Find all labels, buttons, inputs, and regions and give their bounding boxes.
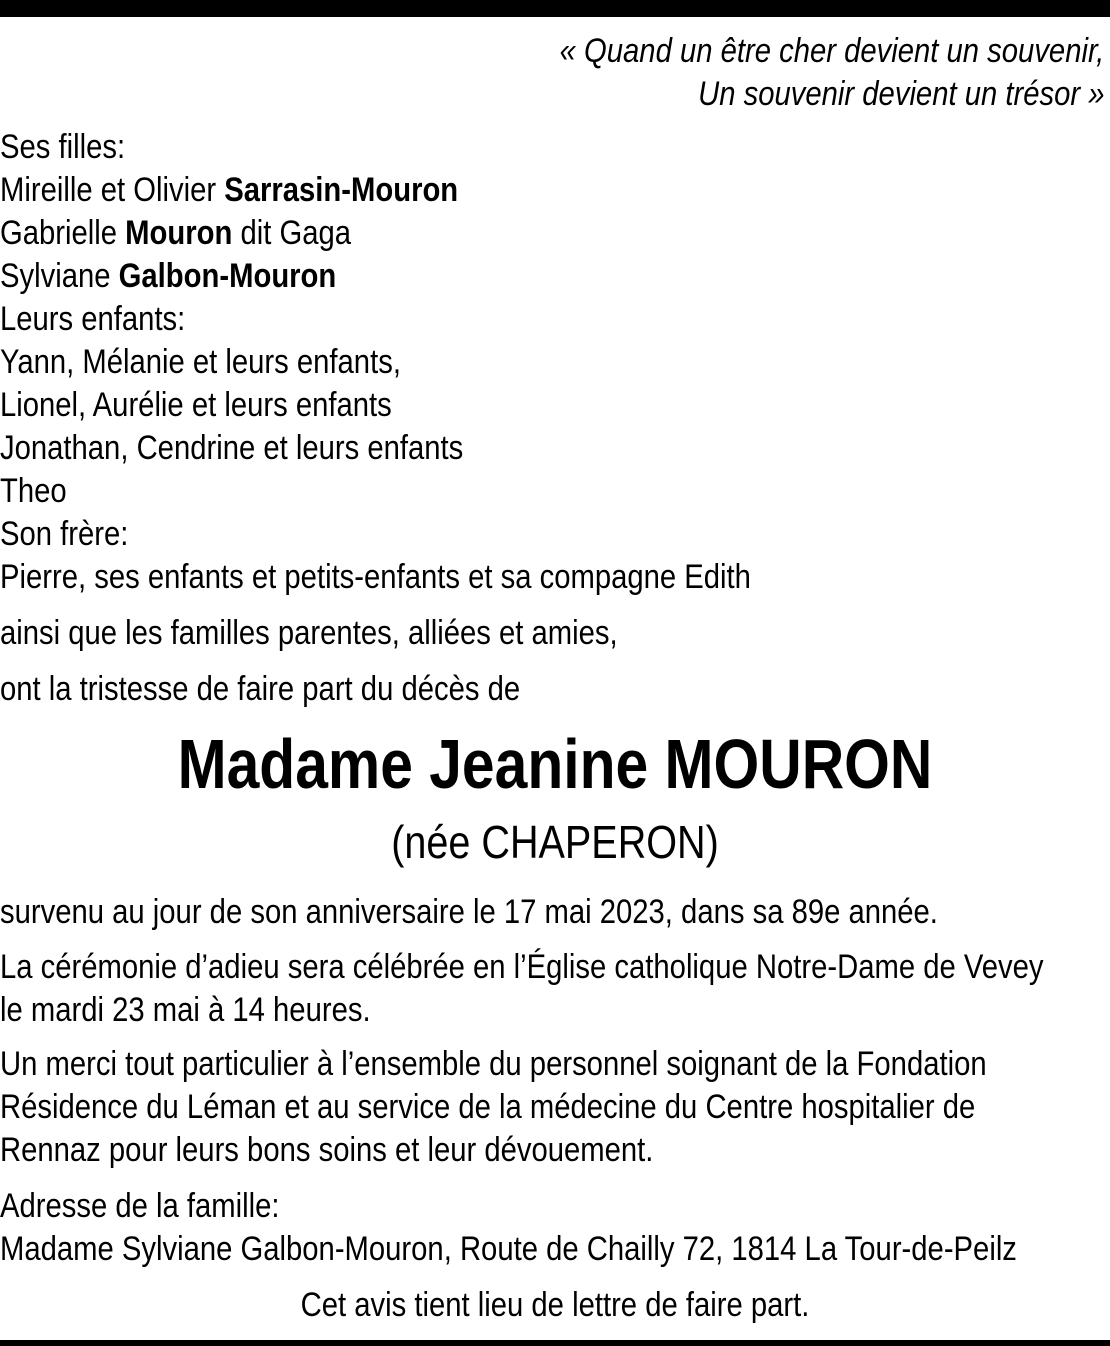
epigraph-line-2: Un souvenir devient un trésor » [697, 75, 1104, 113]
brother-line: Pierre, ses enfants et petits-enfants et sa compagne Edith [0, 558, 751, 596]
family-address: Madame Sylviane Galbon-Mouron, Route de Chailly 72, 1814 La Tour-de-Peilz [0, 1230, 1017, 1268]
daughter-line: Gabrielle Mouron dit Gaga [0, 214, 352, 252]
ceremony-line-1: La cérémonie d’adieu sera célébrée en l’Église catholique Notre-Dame de Vevey [0, 948, 1044, 986]
daughter-surname: Galbon-Mouron [118, 257, 337, 295]
epigraph-line-1: « Quand un être cher devient un souvenir, [559, 32, 1104, 70]
maiden-name: (née CHAPERON) [391, 816, 719, 868]
death-notice-line: survenu au jour de son anniversaire le 17 mai 2023, dans sa 89e année. [0, 893, 938, 931]
top-border-rule [0, 0, 1110, 17]
announcement-line: ont la tristesse de faire part du décès de [0, 670, 521, 708]
relatives-line: ainsi que les familles parentes, alliées et amies, [0, 614, 618, 652]
bottom-border-rule [0, 1340, 1110, 1346]
child-line: Yann, Mélanie et leurs enfants, [0, 343, 401, 381]
closing-note: Cet avis tient lieu de lettre de faire part. [300, 1286, 810, 1324]
daughter-line: Mireille et Olivier Sarrasin-Mouron [0, 171, 459, 209]
thanks-line-3: Rennaz pour leurs bons soins et leur dévouement. [0, 1131, 654, 1169]
brother-heading: Son frère: [0, 515, 129, 553]
daughter-surname: Mouron [125, 214, 233, 252]
daughter-surname: Sarrasin-Mouron [224, 171, 459, 209]
thanks-line-1: Un merci tout particulier à l’ensemble du personnel soignant de la Fondation [0, 1045, 987, 1083]
daughters-heading: Ses filles: [0, 128, 126, 166]
thanks-paragraph [0, 1043, 1110, 1172]
child-line: Jonathan, Cendrine et leurs enfants [0, 429, 464, 467]
ceremony-paragraph [0, 946, 1110, 1032]
children-heading: Leurs enfants: [0, 300, 186, 338]
deceased-name: Madame Jeanine MOURON [177, 725, 933, 803]
child-line: Lionel, Aurélie et leurs enfants [0, 386, 392, 424]
ceremony-line-2: le mardi 23 mai à 14 heures. [0, 991, 371, 1029]
address-heading: Adresse de la famille: [0, 1187, 280, 1225]
child-line: Theo [0, 472, 67, 510]
thanks-line-2: Résidence du Léman et au service de la médecine du Centre hospitalier de [0, 1088, 976, 1126]
daughter-line: Sylviane Galbon-Mouron [0, 257, 337, 295]
